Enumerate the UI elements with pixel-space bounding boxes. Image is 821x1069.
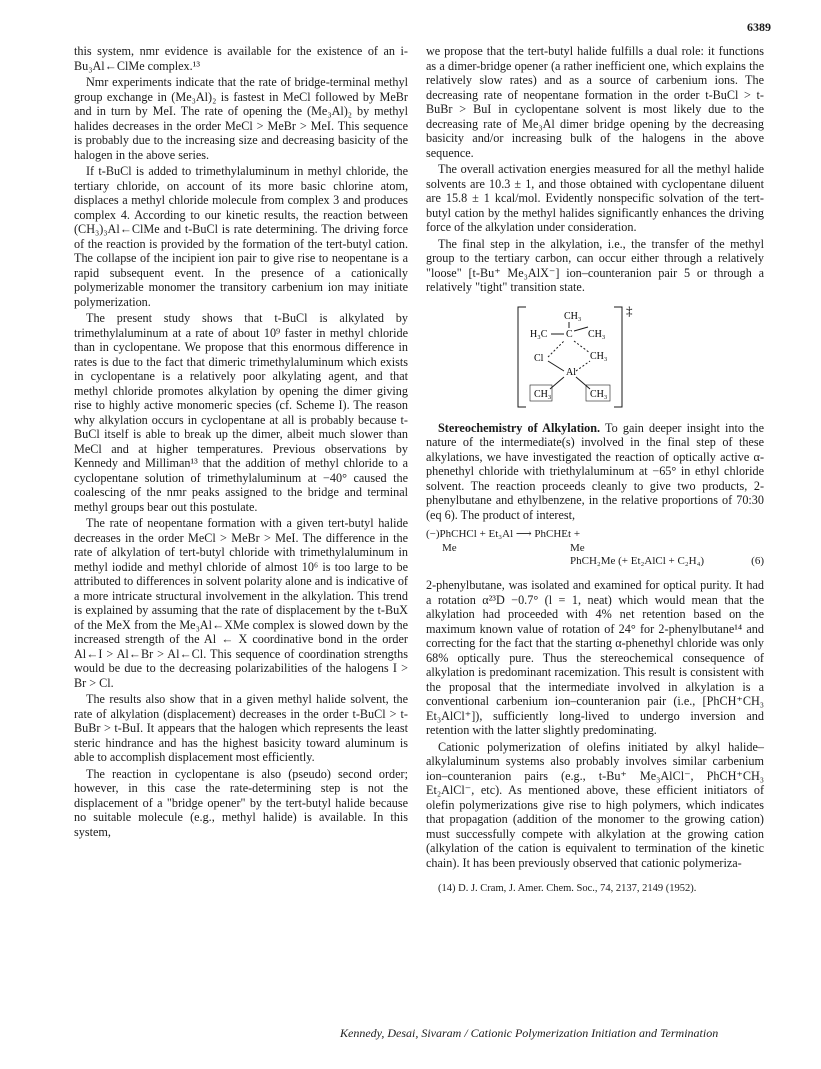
paragraph: The rate of neopentane formation with a given tert-butyl halide decreases in the order MeCl > MeBr > MeI. The difference in the rate of alkylation of tert-butyl chloride with trimethylaluminum in methyl iodide and methyl chloride of almost 10⁶ is too large to be attributed to differences in solvent polarity alone and is indicative of a more intricate structural involvement in the alkylation. This trend is explained by assuming that the rate of displacement by the t-BuX of the MeX from the Me₃Al←XMe complex is slowed down by the increased strength of the Al ← X coordinative bond in the order Al←I > Al←Br > Al←Cl. This sequence of coordination strengths would be due to the decreasing polarizabilities of the halogens I > Br > Cl. (74, 516, 408, 690)
right-column (426, 44, 764, 907)
running-footer: Kennedy, Desai, Sivaram / Cationic Polymerization Initiation and Termination (340, 1026, 719, 1040)
page-number: 6389 (747, 20, 771, 34)
equation-substituent: Me (442, 542, 457, 554)
structure-label: Cl (534, 352, 544, 364)
paragraph (426, 421, 764, 523)
transition-state-structure (426, 303, 764, 411)
paragraph: Nmr experiments indicate that the rate of bridge-terminal methyl group exchange in (Me₃Al)₂ is fastest in MeCl followed by MeBr and in turn by MeI. The rate of opening the (Me₃Al)₂ by methyl halides decreases in the order MeCl > MeBr > MeI. This sequence is probably due to the increasing size and decreasing basicity of the halogen in the above series. (74, 75, 408, 162)
paragraph: The results also show that in a given methyl halide solvent, the rate of alkylation (displacement) decreases in the order t-BuCl > t-BuBr > t-BuI. It appears that the halogen which represents the least steric hindrance and has the highest basicity toward aluminum is able to accomplish displacement most efficiently. (74, 692, 408, 764)
equation-reactants: (−)PhCHCl + Et₃Al ⟶ PhCHEt + (426, 528, 581, 540)
structure-label: Al (566, 366, 576, 378)
footnote: (14) D. J. Cram, J. Amer. Chem. Soc., 74, 2137, 2149 (1952). (438, 883, 697, 894)
dagger-symbol: ‡ (626, 302, 633, 318)
section-heading: Stereochemistry of Alkylation. (438, 420, 601, 435)
structure-label: CH₃ (564, 310, 582, 322)
paragraph: Cationic polymerization of olefins initiated by alkyl halide–alkylaluminum systems also probably involves similar carbenium ion–counteranion pairs (e.g., t-Bu⁺ Me₃AlCl⁻, PhCH⁺CH₃ Et₂AlCl⁻, etc). As mentioned above, these efficient initiators of olefin polymerizations give rise to high polymers, which indicates that propagation (addition of the monomer to the growing cation) must successfully compete with alkylation at the growing cation (alkylation of the cation is equivalent to termination of the kinetic chain). It has been previously observed that cationic polymeriza- (426, 739, 764, 870)
paragraph: we propose that the tert-butyl halide fulfills a dual role: it functions as a dimer-bridge opener (a rather inefficient one, which explains the relatively slow rates) and as a source of carbenium ions. The decreasing rate of neopentane formation in the order t-BuCl > t-BuBr > BuI in cyclopentane solvent is most likely due to the decreasing rate of Me₃Al dimer bridge opening by the decreasing basicity and/or increasing bulk of the halogens in the above sequence. (426, 44, 764, 160)
paragraph: The present study shows that t-BuCl is alkylated by trimethylaluminum at a rate of about 10⁹ faster in methyl chloride than in cyclopentane. We propose that this enormous difference in rates is due to the fact that dimeric trimethylaluminum which exists in cyclopentane is a relatively poor alkylating agent, and that methyl chloride promotes alkylation by opening the dimer giving rise to highly active monomeric species (cf. Scheme I). The reason why alkylation occurs in cyclopentane at all is probably because t-BuCl itself is able to break up the dimer, albeit much slower than MeCl and at higher temperatures. Previous observations by Kennedy and Milliman¹³ that the addition of methyl chloride to a cyclopentane solution of trimethylaluminum at −40° caused the coalescing of the nmr peaks assigned to the bridge and terminal methyl groups bear out this postulate. (74, 311, 408, 514)
structure-label: CH₃ (590, 388, 608, 400)
paragraph: The final step in the alkylation, i.e., the transfer of the methyl group to the tertiary carbon, can occur either through a relatively "loose" [t-Bu⁺ Me₃AlX⁻] ion–counteranion pair 5 or through a relatively "tight" transition state. (426, 236, 764, 294)
equation-products: PhCH₂Me (+ Et₂AlCl + C₂H₄) (570, 555, 705, 567)
structure-label: H₃C (530, 328, 548, 340)
paragraph: The overall activation energies measured for all the methyl halide solvents are 10.3 ± 1, and those obtained with cyclopentane diluent are 15.8 ± 1 kcal/mol. Evidently nonspecific solvation of the tert-butyl cation by the methyl halides significantly enhances the driving force of the alkylation under consideration. (426, 162, 764, 234)
structure-label: CH₃ (534, 388, 552, 400)
left-column (74, 44, 408, 841)
paragraph: If t-BuCl is added to trimethylaluminum in methyl chloride, the tertiary chloride, on account of its more basic chlorine atom, displaces a methyl chloride molecule from complex 3 and produces complex 4. According to our kinetic results, the reaction between (CH₃)₃Al←ClMe and t-BuCl is rate determining. The driving force of the reaction is provided by the formation of the tert-butyl cation. The collapse of the incipient ion pair to give rise to neopentane is a rapid subsequent event. In the presence of a cationically polymerizable monomer the transitory carbenium ion may initiate polymerization. (74, 164, 408, 309)
structure-label: C (566, 328, 573, 340)
equation-number: (6) (751, 555, 764, 567)
paragraph: The reaction in cyclopentane is also (pseudo) second order; however, in this case the rate-determining step is not the displacement of a "bridge opener" by the tert-butyl halide because no suitable molecule (e.g., methyl halide) is available. In this system, (74, 766, 408, 839)
structure-label: CH₃ (588, 328, 606, 340)
equation-substituent: Me (570, 542, 585, 554)
paragraph: this system, nmr evidence is available for the existence of an i-Bu₃Al←ClMe complex.¹³ (74, 44, 408, 73)
structure-label: CH₃ (590, 350, 608, 362)
equation-6 (426, 528, 764, 572)
paragraph: 2-phenylbutane, was isolated and examined for optical purity. It had a rotation α²³D −0.7° (l = 1, neat) which would mean that the alkylation had proceeded with 4% net retention based on the maximum known value of rotation of 24° for 2-phenylbutane¹⁴ and correcting for the fact that the starting α-phenethyl chloride was only 68% optically pure. Thus the stereochemical consequence of alkylation is predominant racemization. This result is consistent with the proposal that the intermediate involved in alkylation is a conventional carbenium ion–counteranion pair (i.e., [PhCH⁺CH₃ Et₃AlCl⁺]), sufficiently long-lived to undergo inversion and retention with the latter slightly predominating. (426, 578, 764, 737)
paragraph-text: To gain deeper insight into the nature of the intermediate(s) involved in the final step of these alkylations, we have investigated the reaction of optically active α-phenethyl chloride with triethylaluminum at −65° in ethyl chloride solvent. The reaction proceeds cleanly to give two products, 2-phenylbutane and ethylbenzene, in the relative proportions of 70:30 (eq 6). The product of interest, (426, 420, 764, 522)
